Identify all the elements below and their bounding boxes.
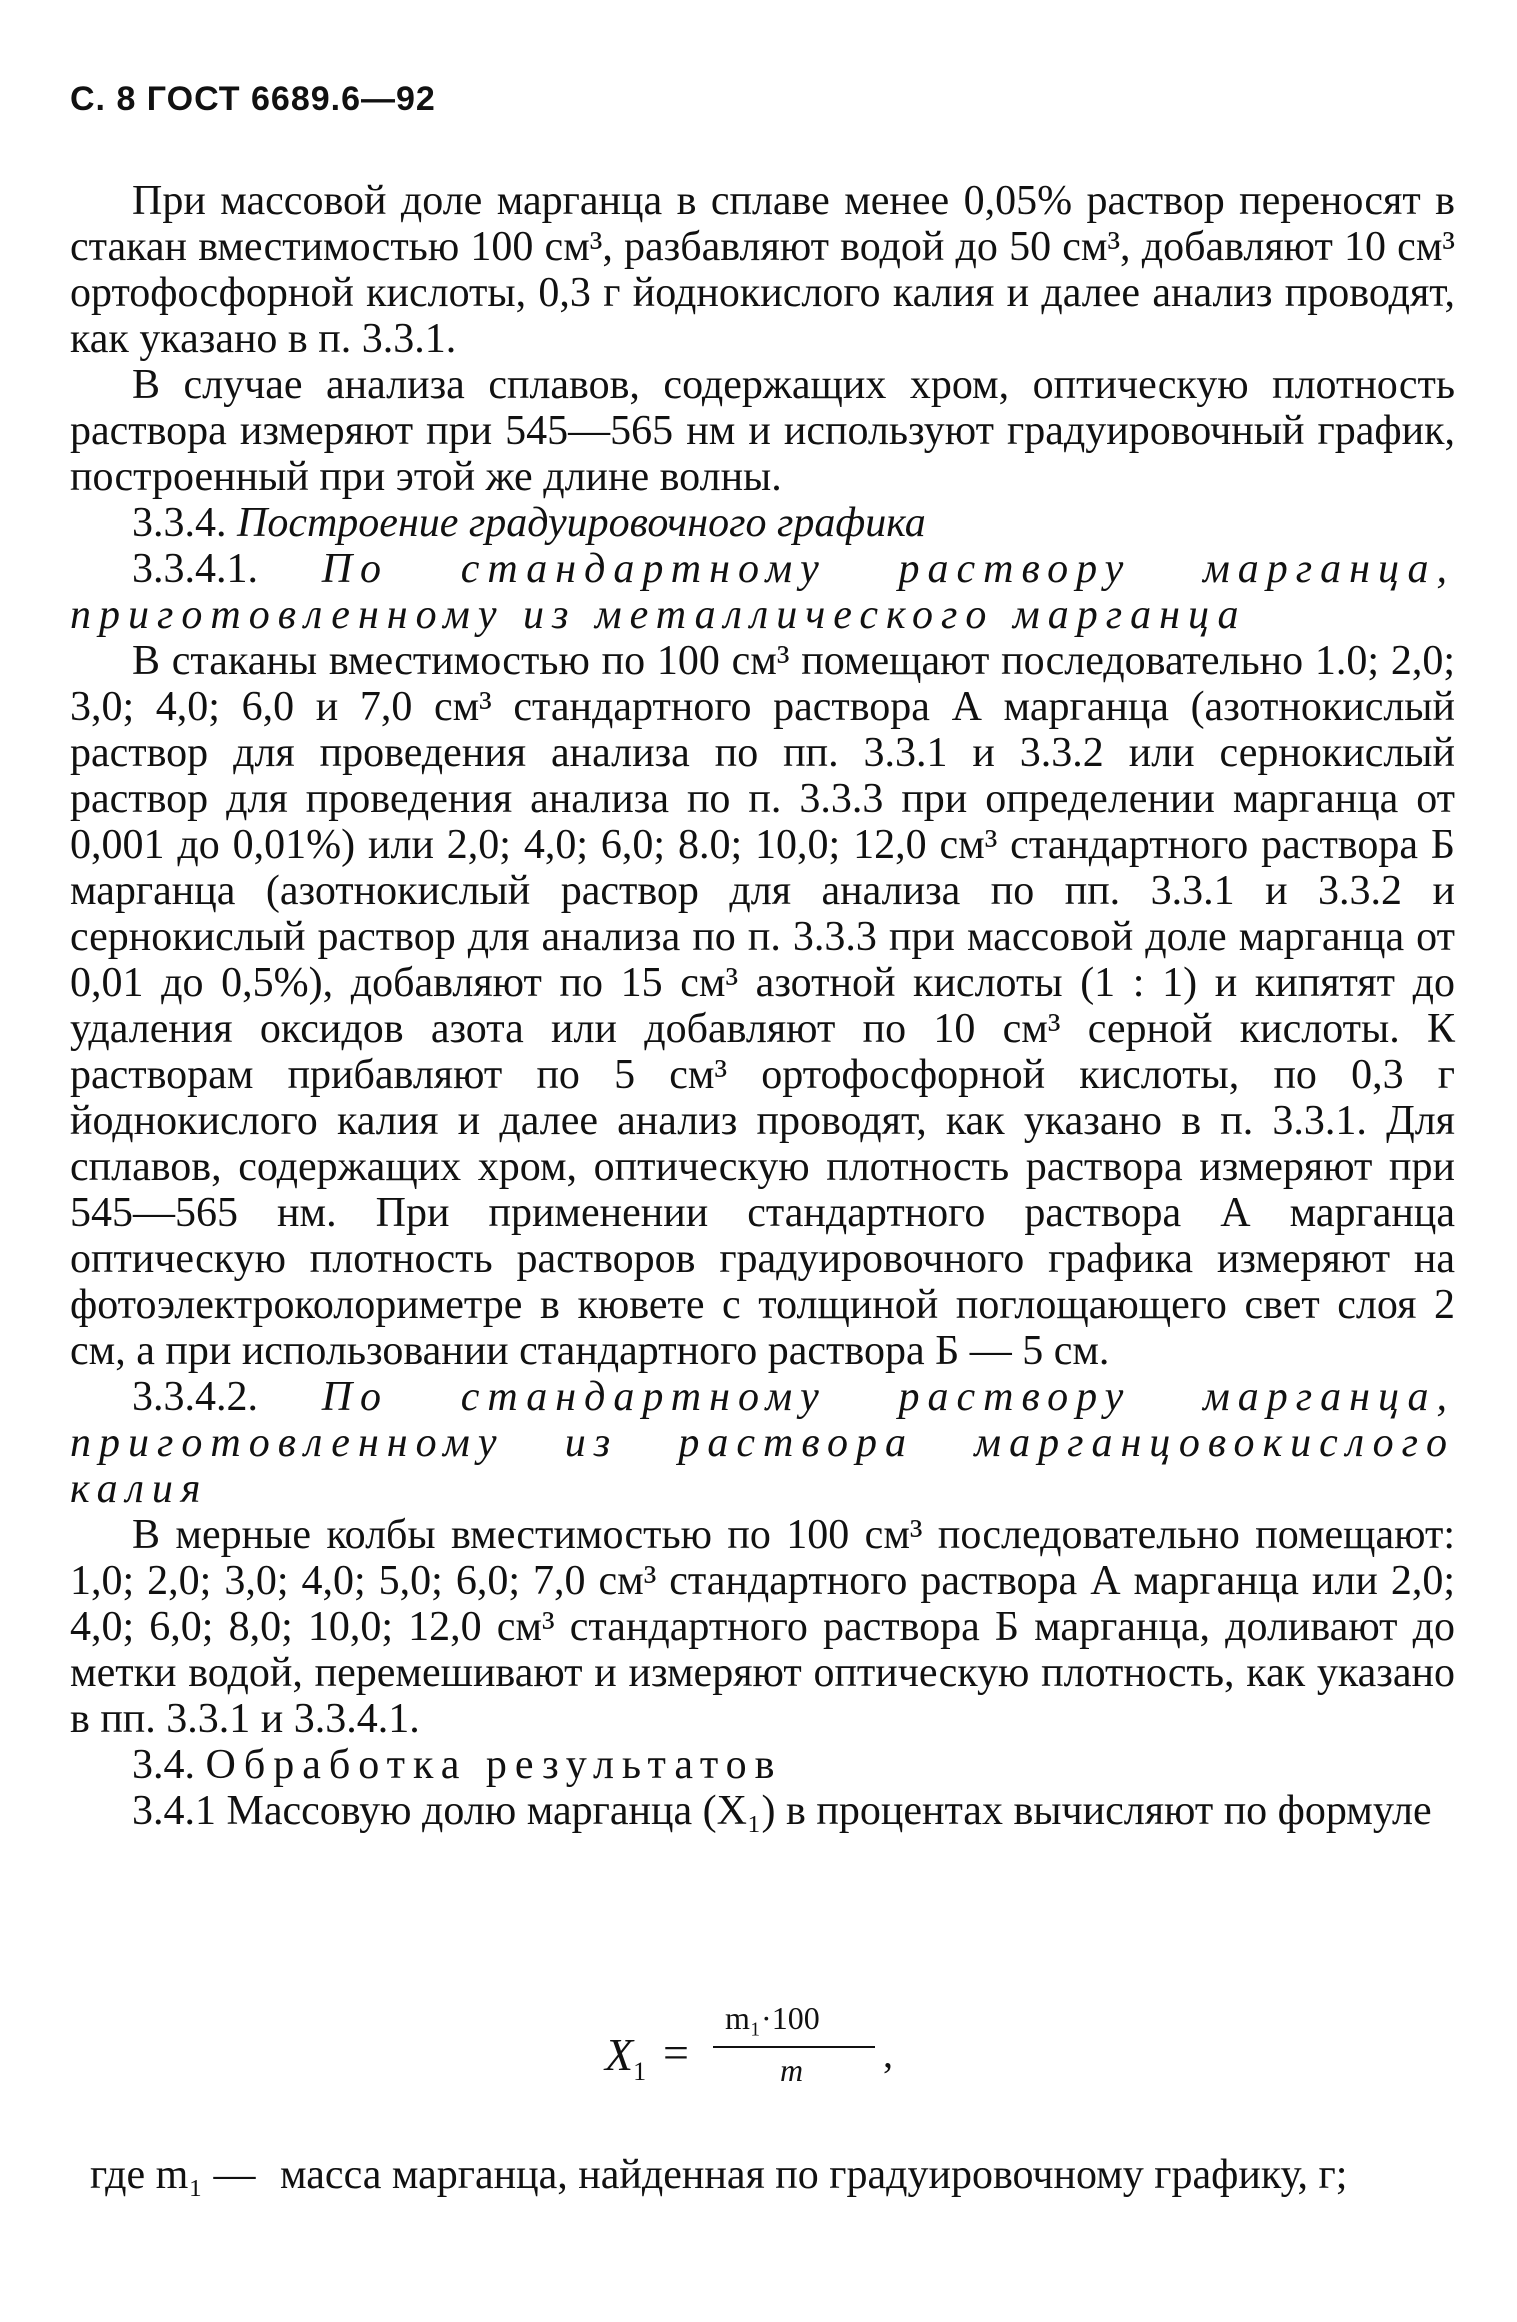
formula [605, 2000, 925, 2110]
formula-lhs [605, 2028, 646, 2087]
where-clause [70, 2152, 1455, 2198]
where-lead: где m₁ — [90, 2152, 256, 2198]
formula-lhs-var: X [605, 2029, 634, 2080]
paragraph-4: В мерные колбы вместимостью по 100 см³ последовательно помещают: 1,0; 2,0; 3,0; 4,0; 5,0; 6,0; 7,0 см³ стандартного раствора А марганца или 2,0; 4,0; 6,0; 8,0; 10,0; 12,0 см³ стандартного раствора Б марганца, доливают до метки водой, перемешивают и измеряют оптическую плотность, как указано в пп. 3.3.1 и 3.3.4.1. [70, 1512, 1455, 1742]
paragraph-2: В случае анализа сплавов, содержащих хром, оптическую плотность раствора измеряют при 545—565 нм и используют градуировочный график, построенный при этой же длине волны. [70, 362, 1455, 500]
section-3-4-title: Обработка результатов [205, 1742, 783, 1788]
section-3-3-4-2-heading [70, 1374, 1455, 1512]
formula-lhs-sub: 1 [633, 2057, 647, 2087]
section-3-3-4-heading [70, 500, 1455, 546]
formula-denominator: m [780, 2052, 804, 2088]
section-3-4-number: 3.4. [132, 1742, 195, 1788]
formula-numerator: m₁·100 [725, 2000, 820, 2036]
section-3-3-4-1-title: По стандартному раствору марганца, приготовленному из металлического марганца [70, 546, 1455, 638]
section-3-3-4-1-heading [70, 546, 1455, 638]
paragraph-3: В стаканы вместимостью по 100 см³ помещают последовательно 1.0; 2,0; 3,0; 4,0; 6,0 и 7,0 см³ стандартного раствора А марганца (азотнокислый раствор для проведения анализа по пп. 3.3.1 и 3.3.2 или сернокислый раствор для проведения анализа по п. 3.3.3 при определении марганца от 0,001 до 0,01%) или 2,0; 4,0; 6,0; 8.0; 10,0; 12,0 см³ стандартного раствора Б марганца (азотнокислый раствор для анализа по пп. 3.3.1 и 3.3.2 и сернокислый раствор для анализа по п. 3.3.3 при массовой доле марганца от 0,01 до 0,5%), добавляют по 15 см³ азотной кислоты (1 : 1) и кипятят до удаления оксидов азота или добавляют по 10 см³ серной кислоты. К растворам прибавляют по 5 см³ ортофосфорной кислоты, по 0,3 г йоднокислого калия и далее анализ проводят, как указано в п. 3.3.1. Для сплавов, содержащих хром, оптическую плотность раствора измеряют при 545—565 нм. При применении стандартного раствора А марганца оптическую плотность растворов градуировочного графика измеряют на фотоэлектроколориметре в кювете с толщиной поглощающего свет слоя 2 см, а при использовании стандартного раствора Б — 5 см. [70, 638, 1455, 1374]
where-description: масса марганца, найденная по градуировочному графику, г; [280, 2152, 1348, 2198]
section-3-3-4-1-number: 3.3.4.1. [132, 546, 258, 592]
paragraph-5: 3.4.1 Массовую долю марганца (X₁) в процентах вычисляют по формуле [132, 1788, 1432, 1834]
page-header: С. 8 ГОСТ 6689.6—92 [70, 80, 436, 118]
where-row [70, 2152, 1455, 2198]
section-3-3-4-2-title: По стандартному раствору марганца, приготовленному из раствора марганцовокислого калия [70, 1374, 1455, 1512]
section-3-3-4-number: 3.3.4. [132, 500, 227, 546]
section-3-3-4-title: Построение градуировочного графика [237, 500, 926, 546]
section-3-4-heading [70, 1742, 1455, 1788]
formula-comma: , [883, 2031, 893, 2076]
formula-fraction-bar [713, 2046, 875, 2048]
section-3-3-4-2-number: 3.3.4.2. [132, 1374, 258, 1420]
formula-equals: = [663, 2027, 689, 2078]
body-text [70, 178, 1455, 1834]
paragraph-1: При массовой доле марганца в сплаве менее 0,05% раствор переносят в стакан вместимостью 100 см³, разбавляют водой до 50 см³, добавляют 10 см³ ортофосфорной кислоты, 0,3 г йоднокислого калия и далее анализ проводят, как указано в п. 3.3.1. [70, 178, 1455, 362]
